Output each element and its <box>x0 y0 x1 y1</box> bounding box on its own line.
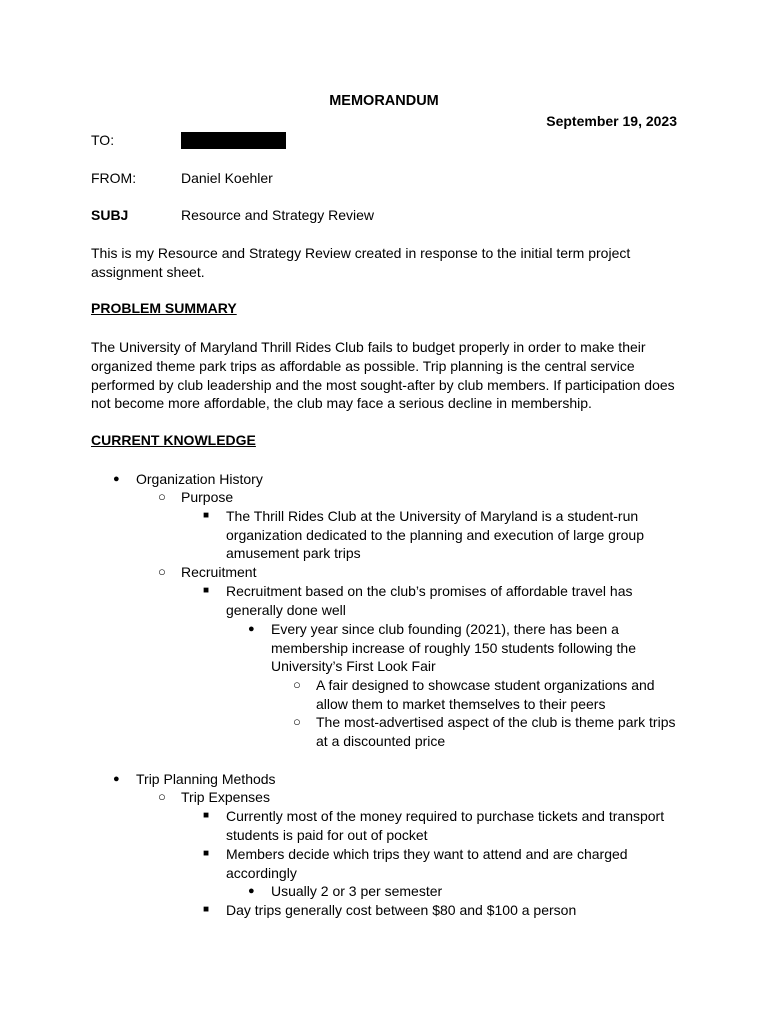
problem-summary-line: performed by club leadership and the most sought-after by club members. If participation does <box>91 377 675 393</box>
bullet-marker-icon: ○ <box>158 564 166 579</box>
problem-summary-line: not become more affordable, the club may face a serious decline in membership. <box>91 395 592 411</box>
redacted-recipient <box>181 132 286 149</box>
bullet-marker-icon: ○ <box>293 677 301 692</box>
memo-date: September 19, 2023 <box>546 113 677 129</box>
list-item-line: The most-advertised aspect of the club is theme park trips <box>316 714 676 730</box>
problem-summary-heading: PROBLEM SUMMARY <box>91 300 237 316</box>
list-item-line: Day trips generally cost between $80 and $100 a person <box>226 902 577 918</box>
list-item-line: Members decide which trips they want to attend and are charged <box>226 846 628 862</box>
bullet-marker-icon: ● <box>248 623 255 635</box>
bullet-marker-icon: ○ <box>158 789 166 804</box>
list-item-line: accordingly <box>226 864 297 881</box>
list-item-line: students is paid for out of pocket <box>226 826 428 843</box>
intro-line: This is my Resource and Strategy Review created in response to the initial term project <box>91 245 631 261</box>
list-item-line: at a discounted price <box>316 732 446 749</box>
current-knowledge-heading: CURRENT KNOWLEDGE <box>91 432 256 448</box>
list-item-line: membership increase of roughly 150 students following the <box>271 639 636 656</box>
list-item-line: University’s First Look Fair <box>271 658 436 675</box>
subj-label: SUBJ <box>91 207 129 223</box>
list-item-line: generally done well <box>226 601 346 618</box>
list-item-line: Trip Expenses <box>181 789 270 805</box>
list-item-line: Recruitment <box>181 564 257 580</box>
list-item-line: The Thrill Rides Club at the University of Maryland is a student-run <box>226 508 639 524</box>
bullet-marker-icon: ■ <box>203 904 210 915</box>
problem-summary-line: The University of Maryland Thrill Rides Club fails to budget properly in order to make their <box>91 339 646 355</box>
list-item-line: Recruitment based on the club’s promises of affordable travel has <box>226 583 633 599</box>
bullet-marker-icon: ■ <box>203 585 210 596</box>
bullet-marker-icon: ○ <box>158 489 166 504</box>
list-item-line: Every year since club founding (2021), there has been a <box>271 621 619 637</box>
from-value: Daniel Koehler <box>181 170 273 186</box>
bullet-marker-icon: ○ <box>293 714 301 729</box>
bullet-marker-icon: ■ <box>203 848 210 859</box>
bullet-marker-icon: ■ <box>203 510 210 521</box>
problem-summary-line: organized theme park trips as affordable as possible. Trip planning is the central service <box>91 358 635 374</box>
list-item-line: allow them to market themselves to their peers <box>316 695 606 712</box>
list-item-line: A fair designed to showcase student organizations and <box>316 677 655 693</box>
bullet-marker-icon: ● <box>113 473 120 485</box>
list-item-line: amusement park trips <box>226 545 361 562</box>
bullet-marker-icon: ● <box>113 773 120 785</box>
list-item-line: Trip Planning Methods <box>136 771 276 787</box>
to-label: TO: <box>91 132 115 148</box>
list-item-line: Usually 2 or 3 per semester <box>271 883 443 899</box>
list-item-line: Purpose <box>181 489 234 505</box>
intro-line: assignment sheet. <box>91 264 205 280</box>
subj-value: Resource and Strategy Review <box>181 207 374 223</box>
list-item-line: organization dedicated to the planning and execution of large group <box>226 526 644 543</box>
from-label: FROM: <box>91 170 137 186</box>
memo-title: MEMORANDUM <box>329 93 439 109</box>
bullet-marker-icon: ■ <box>203 810 210 821</box>
list-item-line: Organization History <box>136 471 263 487</box>
bullet-marker-icon: ● <box>248 885 255 897</box>
list-item-line: Currently most of the money required to purchase tickets and transport <box>226 808 665 824</box>
